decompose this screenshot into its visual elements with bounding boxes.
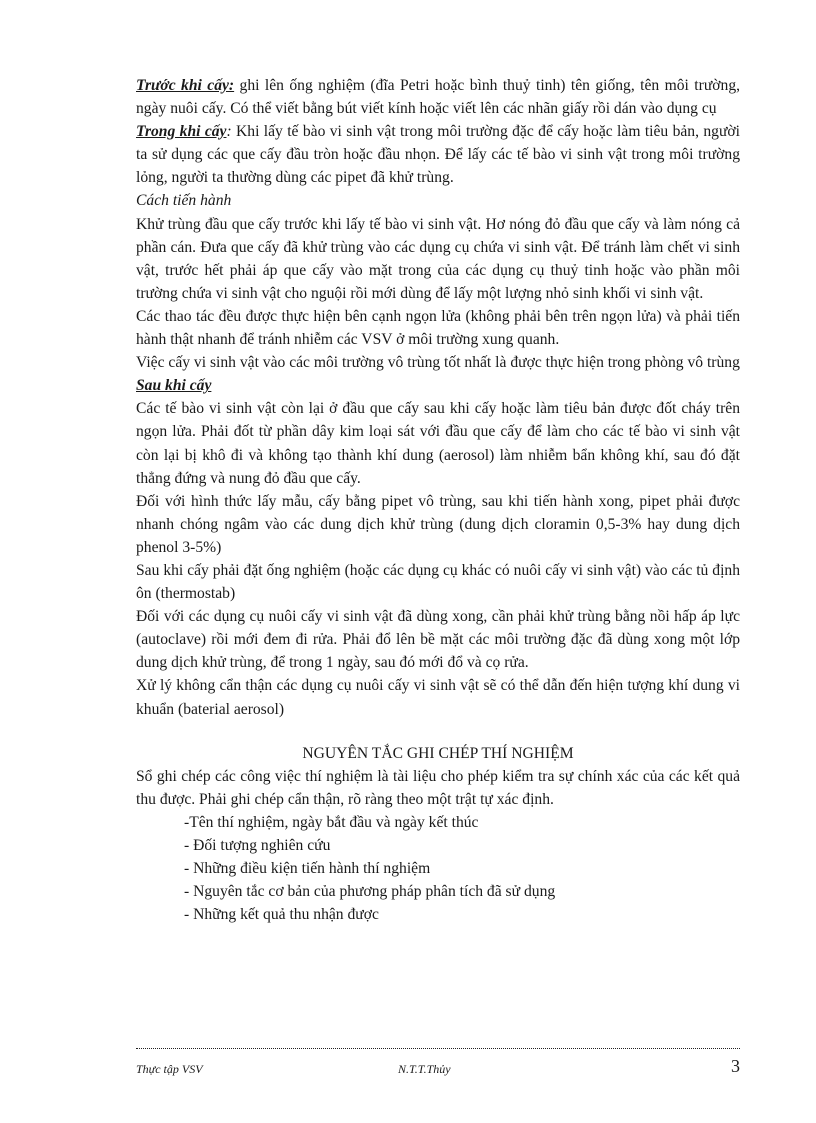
principles-intro: Sổ ghi chép các công việc thí nghiệm là tài liệu cho phép kiểm tra sự chính xác của các kết quả thu được. Phải ghi chép cẩn thận, rõ ràng theo một trật tự xác định. (136, 767, 740, 808)
principles-list (136, 811, 740, 926)
list-item: - Nguyên tắc cơ bản của phương pháp phân tích đã sử dụng (184, 883, 556, 901)
after-culture-label: Sau khi cấy (136, 377, 212, 395)
after-paragraph-2: Đối với hình thức lấy mẫu, cấy bằng pipet vô trùng, sau khi tiến hành xong, pipet phải được nhanh chóng ngâm vào các dung dịch khử trùng (dung dịch cloramin 0,5-3% hay dung dịch phenol 3-5%) (136, 492, 740, 556)
before-culture-paragraph (136, 74, 740, 120)
after-paragraph-1: Các tế bào vi sinh vật còn lại ở đầu que cấy sau khi cấy hoặc làm tiêu bản được đốt cháy trên ngọn lửa. Phải đốt từ phần dây kim loại sát với đầu que cấy để làm cho các tế bào vi sinh vật còn lại bị khô đi và không tạo thành khí dung (aerosol) làm nhiễm bẩn không khí, sau đó đặt thẳng đứng và nung đỏ đầu que cấy. (136, 400, 740, 487)
list-item: - Những điều kiện tiến hành thí nghiệm (184, 860, 431, 878)
after-paragraph-3: Sau khi cấy phải đặt ống nghiệm (hoặc các dụng cụ khác có nuôi cấy vi sinh vật) vào các tủ định ôn (thermostab) (136, 561, 740, 603)
after-culture-heading (136, 374, 740, 397)
list-item: - Những kết quả thu nhận được (184, 906, 379, 924)
footer-course: Thực tập VSV (136, 1062, 203, 1076)
section-heading: NGUYÊN TẮC GHI CHÉP THÍ NGHIỆM (302, 744, 574, 762)
after-paragraph-5: Xử lý không cẩn thận các dụng cụ nuôi cấy vi sinh vật sẽ có thể dẫn đến hiện tượng khí dung vi khuẩn (baterial aerosol) (136, 677, 740, 718)
method-paragraph-2: Các thao tác đều được thực hiện bên cạnh ngọn lửa (không phải bên trên ngọn lửa) và phải tiến hành thật nhanh để tránh nhiễm các VSV ở môi trường xung quanh. (136, 307, 740, 349)
page-footer (136, 1056, 740, 1080)
during-culture-paragraph (136, 120, 740, 189)
method-title: Cách tiến hành (136, 192, 232, 210)
during-culture-label: Trong khi cấy (136, 123, 227, 141)
during-culture-text: Khi lấy tế bào vi sinh vật trong môi trường đặc để cấy hoặc làm tiêu bản, người ta sử dụng các que cấy đầu tròn hoặc đầu nhọn. Để lấy các tế bào vi sinh vật trong môi trường lỏng, người ta thường dùng các pipet đã khử trùng. (136, 123, 740, 187)
method-paragraph-1: Khử trùng đầu que cấy trước khi lấy tế bào vi sinh vật. Hơ nóng đỏ đầu que cấy và làm nóng cả phần cán. Đưa que cấy đã khử trùng vào các dụng cụ chứa vi sinh vật. Để tránh làm chết vi sinh vật, trước hết phải áp que cấy vào mặt trong của các dụng cụ thuỷ tinh hoặc vào phần môi trường chứa vi sinh vật cho nguội rồi mới dùng để lấy một lượng nhỏ sinh khối vi sinh vật. (136, 215, 740, 302)
before-culture-label: Trước khi cấy: (136, 77, 235, 94)
page-content (136, 74, 740, 926)
before-culture-text: ghi lên ống nghiệm (đĩa Petri hoặc bình thuỷ tinh) tên giống, tên môi trường, ngày nuôi cấy. Có thể viết bằng bút viết kính hoặc viết lên các nhãn giấy rồi dán vào dụng cụ (136, 77, 741, 118)
footer-divider (136, 1048, 740, 1049)
footer-author: N.T.T.Thủy (398, 1062, 451, 1076)
method-paragraph-3: Việc cấy vi sinh vật vào các môi trường vô trùng tốt nhất là được thực hiện trong phòng vô trùng (136, 354, 740, 372)
list-item: - Đối tượng nghiên cứu (184, 837, 331, 854)
after-paragraph-4: Đối với các dụng cụ nuôi cấy vi sinh vật đã dùng xong, cần phải khử trùng bằng nồi hấp áp lực (autoclave) rồi mới đem đi rửa. Phải đổ lên bề mặt các môi trường đặc đã dùng xong một lớp dung dịch khử trùng, để trong 1 ngày, sau đó mới đổ và cọ rửa. (136, 608, 740, 672)
list-item: -Tên thí nghiệm, ngày bắt đầu và ngày kết thúc (184, 813, 479, 831)
during-culture-colon: : (226, 123, 232, 141)
page-number: 3 (731, 1056, 740, 1076)
